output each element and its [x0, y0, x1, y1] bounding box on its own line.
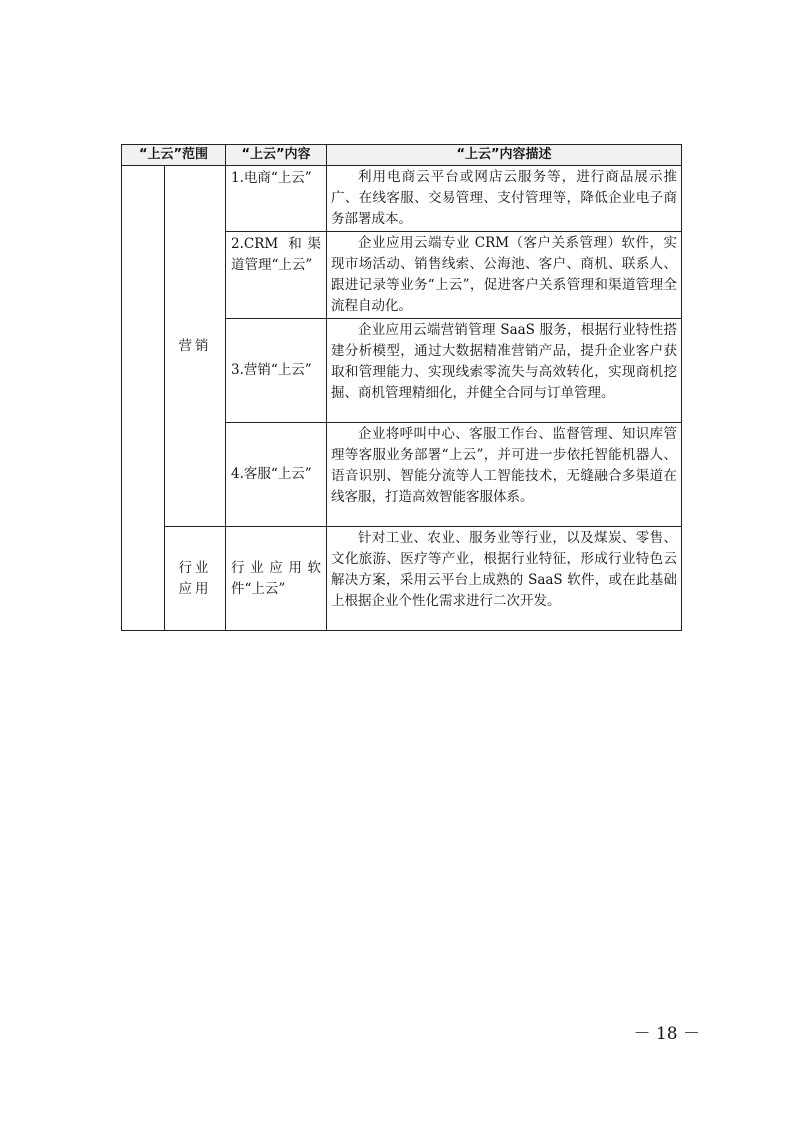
header-content: “上云”内容: [226, 145, 327, 166]
table-header-row: [122, 145, 682, 166]
description-text: 企业应用云端营销管理 SaaS 服务，根据行业特性搭建分析模型，通过大数据精准营销产品，提升企业客户获取和管理能力、实现线索零流失与高效转化，实现商机挖掘、商机管理精细化，并健全合同与订单管理。: [331, 322, 677, 401]
description-text: 企业将呼叫中心、客服工作台、监督管理、知识库管理等客服业务部署“上云”，并可进一步依托智能机器人、语音识别、智能分流等人工智能技术，无缝融合多渠道在线客服，打造高效智能客服体系。: [331, 426, 677, 505]
scope-cell-marketing: 营销: [165, 166, 226, 527]
description-text: 针对工业、农业、服务业等行业，以及煤炭、零售、文化旅游、医疗等产业，根据行业特征，形成行业特色云解决方案，采用云平台上成熟的 SaaS 软件，或在此基础上根据企业个性化需求进行二次开发。: [331, 530, 677, 609]
description-text: 利用电商云平台或网店云服务等，进行商品展示推广、在线客服、交易管理、支付管理等，降低企业电子商务部署成本。: [331, 169, 677, 227]
description-cell: [327, 319, 682, 423]
item-cell: 4.客服“上云”: [226, 423, 327, 527]
description-text: 企业应用云端专业 CRM（客户关系管理）软件，实现市场活动、销售线索、公海池、客户、商机、联系人、跟进记录等业务“上云”，促进客户关系管理和渠道管理全流程自动化。: [331, 235, 677, 314]
table-row: [122, 166, 682, 232]
header-scope: “上云”范围: [122, 145, 226, 166]
description-cell: [327, 166, 682, 232]
item-cell: 3.营销“上云”: [226, 319, 327, 423]
description-cell: [327, 423, 682, 527]
item-cell: 行业应用软件“上云”: [226, 527, 327, 631]
page-number: － 18 －: [633, 1024, 700, 1044]
item-cell: 1.电商“上云”: [226, 166, 327, 232]
content-table: [121, 144, 682, 631]
description-cell: [327, 527, 682, 631]
scope-outer-cell: [122, 166, 165, 631]
scope-cell-industry: 行业应用: [165, 527, 226, 631]
item-cell: 2.CRM 和渠道管理“上云”: [226, 232, 327, 319]
table-row: [122, 527, 682, 631]
header-description: “上云”内容描述: [327, 145, 682, 166]
description-cell: [327, 232, 682, 319]
